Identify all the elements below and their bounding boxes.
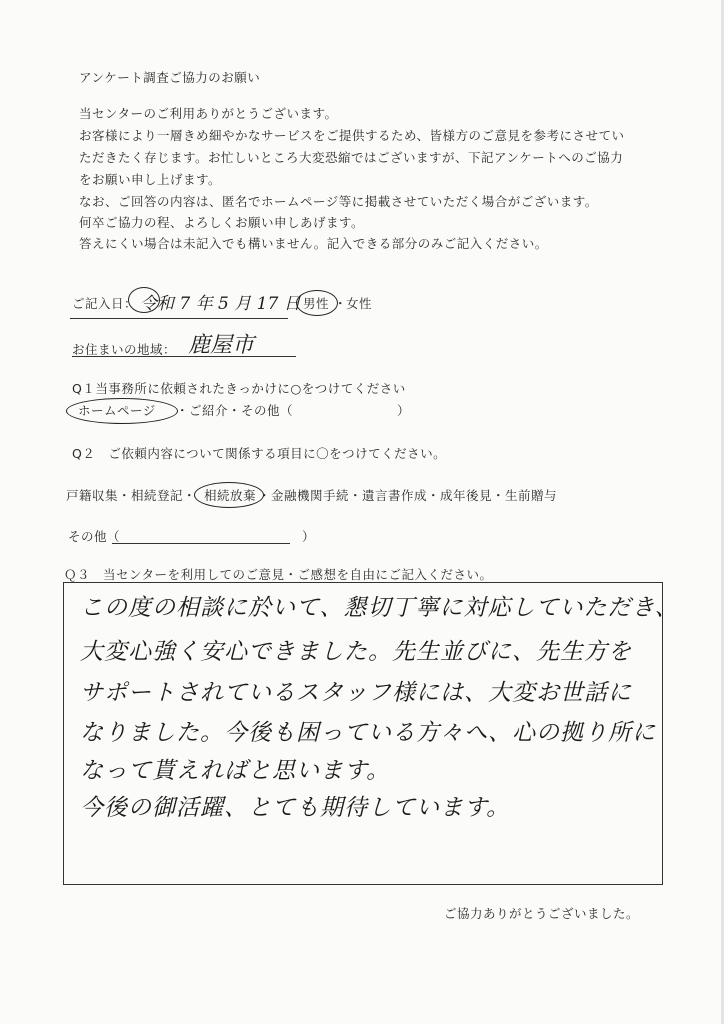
date-underline (70, 318, 288, 319)
q2-options-b: ・金融機関手続・遺言書作成・成年後見・生前贈与 (258, 488, 558, 503)
intro-line-7: 答えにくい場合は未記入でも構いません。記入できる部分のみご記入ください。 (79, 236, 548, 251)
intro-line-6: 何卒ご協力の程、よろしくお願い申しあげます。 (79, 215, 365, 230)
gender-sep: ・ (334, 296, 348, 311)
gender-male-circle (296, 290, 338, 316)
intro-line-5: なお、ご回答の内容は、匿名でホームページ等に掲載させていただく場合がございます。 (79, 194, 598, 209)
q3-answer-line-2: 大変心強く安心できました。先生並びに、先生方を (80, 639, 632, 665)
intro-line-2: お客様により一層きめ細やかなサービスをご提供するため、皆様方のご意見を参考にさせてい (79, 128, 625, 143)
thanks-text: ご協力ありがとうございました。 (444, 906, 640, 921)
area-label: お住まいの地域： (72, 342, 177, 357)
q1-option-rest: ・ご紹介・その他（ ） (176, 403, 411, 418)
gender-male: 男性 (303, 296, 330, 311)
era-circle (128, 287, 160, 313)
q2-other: その他（ ） (68, 529, 316, 544)
survey-title: アンケート調査ご協力のお願い (79, 70, 261, 85)
area-underline (72, 356, 296, 357)
q2-question: Q２ ご依頼内容について関係する項目に〇をつけてください。 (72, 446, 447, 461)
date-label: ご記入日： (72, 296, 138, 311)
q1-homepage-circle (66, 398, 178, 424)
q2-other-underline (112, 543, 290, 544)
q3-question: Ｑ３ 当センターを利用してのご意見・ご感想を自由にご記入ください。 (64, 567, 493, 582)
q1-option-homepage: ホームページ (78, 403, 156, 418)
intro-line-4: をお願い申し上げます。 (79, 172, 222, 187)
q2-option-selected: 相続放棄 (204, 488, 257, 503)
q3-answer-line-1: この度の相談に於いて、懇切丁寧に対応していただき、 (80, 595, 679, 621)
q2-selected-circle (194, 482, 264, 508)
gender-female: 女性 (346, 296, 373, 311)
q3-answer-line-4: なりました。今後も困っている方々へ、心の拠り所に (80, 720, 656, 746)
date-value: 令和 7 年 5 月 17 日 (140, 294, 301, 314)
intro-line-1: 当センターのご利用ありがとうございます。 (79, 106, 338, 121)
q3-answer-line-6: 今後の御活躍、とても期待しています。 (80, 795, 511, 821)
q2-options-a: 戸籍収集・相続登記・ (66, 488, 197, 503)
area-value: 鹿屋市 (188, 333, 255, 358)
q3-answer-line-3: サポートされているスタッフ様には、大変お世話に (80, 680, 632, 706)
q3-answer-line-5: なって貰えればと思います。 (80, 758, 391, 784)
intro-line-3: ただきたく存じます。お忙しいところ大変恐縮ではございますが、下記アンケートへのご協力 (79, 150, 624, 165)
q1-question: Q１当事務所に依頼されたきっかけに○をつけてください (72, 381, 406, 396)
